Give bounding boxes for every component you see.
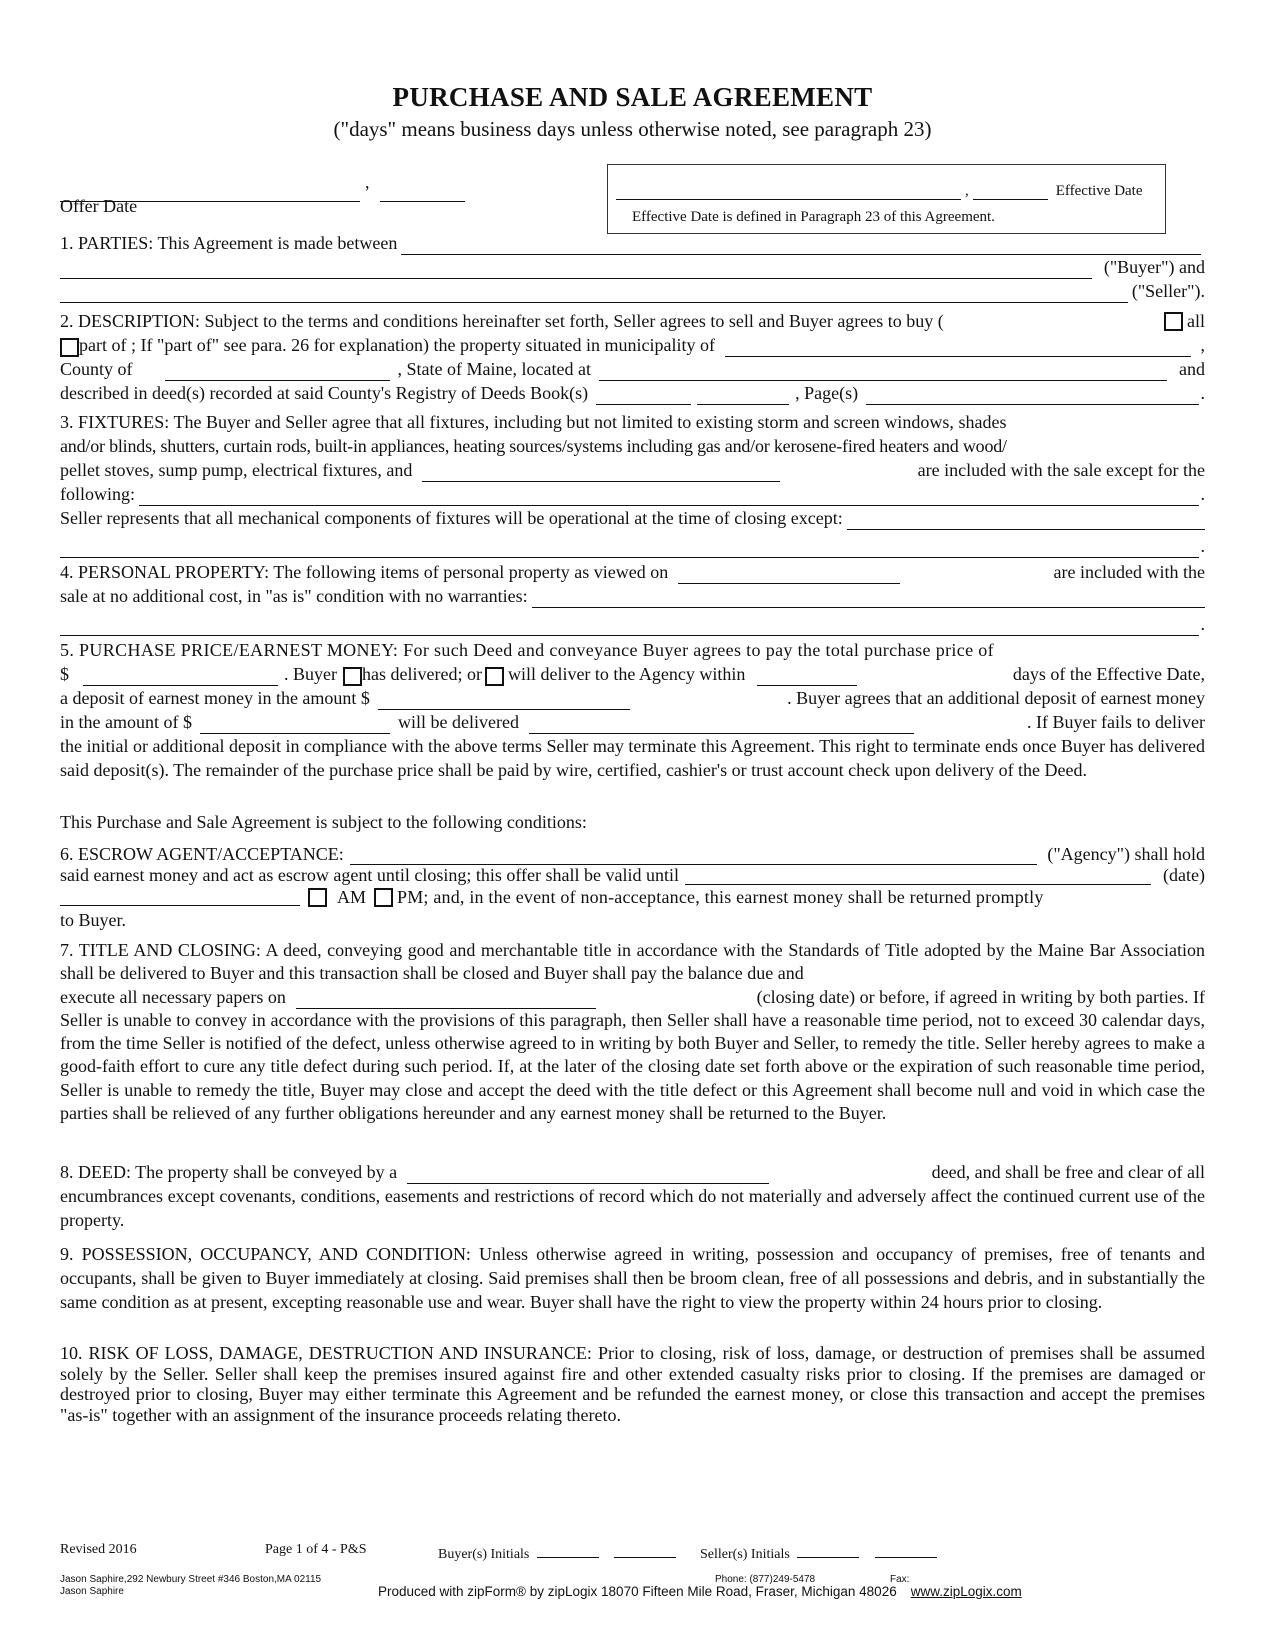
section-fixtures: 3. FIXTURES: The Buyer and Seller agree that all fixtures, including but not limited to existing storm and screen windows, shades and/or blinds, shutters, curtain rods, built-in appliances, heating sources/systems including gas and/or kerosene-fired heaters and wood/ pellet stoves, sump pump, electrical fixtures, and are included with the sale except for the following: . Seller represents that all mechanical components of fixtures will be operational at the time of closing except: .: [60, 412, 1205, 556]
effective-date-label: Effective Date: [1055, 183, 1143, 199]
offer-valid-time-field[interactable]: [60, 890, 300, 906]
buyer-initials-field-1[interactable]: [537, 1542, 599, 1558]
deposit-amount-field[interactable]: [378, 694, 630, 710]
additional-delivery-field[interactable]: [529, 718, 914, 734]
additional-amount-label: in the amount of $: [60, 712, 192, 732]
pages-field[interactable]: [866, 388, 1198, 405]
all-checkbox[interactable]: [1164, 312, 1183, 331]
book-field[interactable]: [596, 389, 691, 405]
fixtures-line-1: 3. FIXTURES: The Buyer and Seller agree that all fixtures, including but not limited to existing storm and screen windows, shades: [60, 412, 1007, 432]
title-closing-text-2: Seller is unable to convey in accordance with the provisions of this paragraph, then Seller shall have a reasonable time period, not to exceed 30 calendar days, from the time Seller is notified of the defect, unless otherwise agreed to in writing by both Buyer and Seller, to remedy the title. Seller hereby agrees to make a good-faith effort to cure any title defect during such period. If, at the later of the closing date set forth above or the expiration of such reasonable time period, Seller is unable to remedy the title, Buyer may close and accept the deed with the title defect or this Agreement shall become null and void in which case the parties shall be relieved of any further obligations hereunder and any earnest money shall be returned to the Buyer.: [60, 1009, 1205, 1124]
following-label: following:: [60, 484, 135, 504]
section-description: 2. DESCRIPTION: Subject to the terms and conditions hereinafter set forth, Seller agrees to sell and Buyer agrees to buy ( all part of ; If "part of" see para. 26 for explanation) the property situated in municipality of , County of , State of Maine, located at and described in deed(s) recorded at said County's Registry of Deeds Book(s) , Page(s) .: [60, 311, 1205, 403]
part-of-checkbox[interactable]: [60, 338, 79, 357]
seller-name-field[interactable]: [60, 286, 1128, 303]
will-deliver-checkbox[interactable]: [485, 667, 504, 686]
escrow-label: 6. ESCROW AGENT/ACCEPTANCE:: [60, 844, 344, 864]
deed-label: described in deed(s) recorded at said County's Registry of Deeds Book(s): [60, 383, 589, 403]
seller-initials-label: Seller(s) Initials: [700, 1547, 790, 1562]
pages-label: , Page(s): [795, 383, 859, 403]
agent-phone: Phone: (877)249-5478: [715, 1574, 816, 1585]
section-parties: [60, 231, 1205, 303]
produced-with: [378, 1584, 1022, 1599]
effective-year-field[interactable]: [973, 184, 1048, 200]
deed-type-label: 8. DEED: The property shall be conveyed by a: [60, 1162, 398, 1182]
pm-label: PM; and, in the event of non-acceptance, this earnest money shall be returned promptly: [397, 887, 1044, 908]
delivery-days-field[interactable]: [757, 670, 857, 686]
will-be-delivered-label: will be delivered: [397, 712, 519, 732]
document-subtitle: ("days" means business days unless otherwise noted, see paragraph 23): [333, 117, 932, 141]
document-title: PURCHASE AND SALE AGREEMENT: [392, 82, 873, 112]
escrow-agent-field[interactable]: [350, 848, 1038, 865]
page-number: Page 1 of 4 - P&S: [265, 1542, 367, 1557]
personal-property-line-2: sale at no additional cost, in "as is" condition with no warranties:: [60, 586, 528, 606]
am-label: AM: [337, 887, 367, 908]
viewed-on-field[interactable]: [678, 568, 900, 584]
section-personal-property: 4. PERSONAL PROPERTY: The following items of personal property as viewed on are included with the sale at no additional cost, in "as is" condition with no warranties: .: [60, 562, 1205, 634]
section-title-closing: [60, 939, 1205, 1125]
buyer-fails-label: . If Buyer fails to deliver: [1027, 712, 1205, 732]
fixtures-included-field[interactable]: [422, 466, 780, 482]
fixtures-excluded-field[interactable]: [139, 489, 1199, 506]
municipality-field[interactable]: [725, 340, 1191, 357]
fixtures-line-3a: pellet stoves, sump pump, electrical fixtures, and: [60, 460, 413, 480]
description-line-1: 2. DESCRIPTION: Subject to the terms and conditions hereinafter set forth, Seller agrees to sell and Buyer agrees to buy (: [60, 311, 944, 331]
buyer-label: ("Buyer") and: [1103, 257, 1205, 277]
deed-terms-1: deed, and shall be free and clear of all: [931, 1162, 1205, 1182]
seller-initials-field-1[interactable]: [797, 1542, 859, 1558]
produced-text: Produced with zipForm® by zipLogix 18070 Fifteen Mile Road, Fraser, Michigan 48026: [378, 1584, 897, 1599]
agency-label: ("Agency") shall hold: [1047, 844, 1205, 864]
effective-date-note: Effective Date is defined in Paragraph 23 of this Agreement.: [632, 209, 995, 225]
offer-valid-label: said earnest money and act as escrow agent until closing; this offer shall be valid until: [60, 864, 680, 885]
section-risk-of-loss: 10. RISK OF LOSS, DAMAGE, DESTRUCTION AND INSURANCE: Prior to closing, risk of loss, damage, or destruction of premises shall be assumed solely by the Seller. Seller shall keep the premises insured against fire and other extended casualty risks prior to closing. If the premises are damaged or destroyed prior to closing, Buyer may either terminate this Agreement and be refunded the earnest money, or close this transaction and accept the premises "as-is" together with an assignment of the insurance proceeds relating thereto.: [60, 1343, 1205, 1425]
purchase-price-terms: the initial or additional deposit in compliance with the above terms Seller may terminate this Agreement. This right to terminate ends once Buyer has delivered said deposit(s). The remainder of the purchase price shall be paid by wire, certified, cashier's or trust account check upon delivery of the Deed.: [60, 736, 1205, 780]
conditions-intro: This Purchase and Sale Agreement is subject to the following conditions:: [60, 812, 587, 832]
all-label: all: [1187, 311, 1205, 331]
county-label: County of: [60, 359, 133, 379]
fixtures-line-3b: are included with the sale except for the: [917, 460, 1205, 480]
has-delivered-label: has delivered; or: [362, 664, 482, 684]
section-deed: [60, 1160, 1205, 1232]
fixtures-line-2: and/or blinds, shutters, curtain rods, built-in appliances, heating sources/systems including gas and/or kerosene-fired heaters and wood/: [60, 436, 1007, 456]
am-checkbox[interactable]: [308, 888, 327, 907]
deed-type-field[interactable]: [407, 1168, 769, 1184]
seller-initials-field-2[interactable]: [875, 1542, 937, 1558]
has-delivered-checkbox[interactable]: [343, 667, 362, 686]
parties-lead: 1. PARTIES: This Agreement is made between: [60, 233, 398, 253]
personal-property-field-2[interactable]: [60, 619, 1199, 636]
deed-terms-2: encumbrances except covenants, conditions, easements and restrictions of record which do not materially and adversely affect the continued current use of the property.: [60, 1186, 1205, 1230]
buyer-initials: [438, 1542, 676, 1563]
agent-name: Jason Saphire: [60, 1586, 124, 1597]
pm-checkbox[interactable]: [374, 888, 393, 907]
offer-year-field[interactable]: [380, 186, 465, 202]
seller-label: ("Seller").: [1131, 281, 1205, 301]
effective-date-box: , Effective Date Effective Date is defined in Paragraph 23 of this Agreement.: [607, 164, 1166, 234]
ziplogix-link[interactable]: www.zipLogix.com: [910, 1584, 1022, 1599]
section-possession: 9. POSSESSION, OCCUPANCY, AND CONDITION: Unless otherwise agreed in writing, possession and occupancy of premises, free of tenants and occupants, shall be given to Buyer immediately at closing. Said premises shall then be broom clean, free of all possessions and debris, and in substantially the same condition as at present, excepting reasonable use and wear. Buyer shall have the right to view the property within 24 hours prior to closing.: [60, 1244, 1205, 1312]
personal-property-line-1b: are included with the: [1053, 562, 1205, 582]
escrow-end: to Buyer.: [60, 910, 126, 930]
and-label: and: [1179, 359, 1205, 379]
deposit-label: a deposit of earnest money in the amount $: [60, 688, 370, 708]
mechanical-label: Seller represents that all mechanical components of fixtures will be operational at the time of closing except:: [60, 508, 843, 528]
section-escrow: [60, 844, 1205, 931]
buyer-initials-label: Buyer(s) Initials: [438, 1547, 530, 1562]
offer-valid-date-field[interactable]: [685, 868, 1151, 885]
revised-label: Revised 2016: [60, 1542, 137, 1557]
buyer-label-2: . Buyer: [284, 664, 337, 684]
section-purchase-price: [60, 638, 1205, 782]
state-label: , State of Maine, located at: [397, 359, 591, 379]
agent-fax: Fax:: [890, 1574, 910, 1585]
buyer-name-field[interactable]: [60, 262, 1092, 279]
additional-amount-field[interactable]: [200, 718, 390, 734]
agent-address: Jason Saphire,292 Newbury Street #346 Boston,MA 02115: [60, 1574, 322, 1585]
days-label: days of the Effective Date,: [1012, 664, 1205, 684]
closing-date-label: execute all necessary papers on: [60, 986, 286, 1007]
dollar-sign: $: [60, 664, 69, 684]
buyer-initials-field-2[interactable]: [614, 1542, 676, 1558]
will-deliver-label: will deliver to the Agency within: [507, 664, 746, 684]
purchase-price-line-1: 5. PURCHASE PRICE/EARNEST MONEY: For such Deed and conveyance Buyer agrees to pay the total purchase price of: [60, 640, 994, 660]
date-label: (date): [1163, 864, 1205, 885]
book-field-2[interactable]: [697, 389, 789, 405]
closing-date-terms: (closing date) or before, if agreed in writing by both parties. If: [756, 986, 1205, 1007]
mechanical-exceptions-field-2[interactable]: [60, 541, 1199, 558]
offer-date-label: Offer Date: [60, 196, 138, 216]
effective-date-field[interactable]: [616, 184, 961, 200]
parties-field-1[interactable]: [401, 238, 1201, 255]
closing-date-field[interactable]: [296, 993, 596, 1009]
title-closing-text-1: 7. TITLE AND CLOSING: A deed, conveying good and merchantable title in accordance with the Standards of Title adopted by the Maine Bar Association shall be delivered to Buyer and this transaction shall be closed and Buyer shall pay the balance due and: [60, 940, 1205, 984]
personal-property-line-1a: 4. PERSONAL PROPERTY: The following items of personal property as viewed on: [60, 562, 669, 582]
seller-initials: [700, 1542, 937, 1563]
mechanical-exceptions-field[interactable]: [847, 513, 1205, 530]
description-line-2: part of ; If "part of" see para. 26 for explanation) the property situated in municipality of: [79, 335, 715, 355]
additional-deposit-label: . Buyer agrees that an additional deposit of earnest money: [787, 688, 1205, 708]
county-field[interactable]: [165, 365, 390, 381]
personal-property-field[interactable]: [532, 591, 1205, 608]
location-field[interactable]: [599, 364, 1167, 381]
purchase-price-field[interactable]: [83, 670, 278, 686]
